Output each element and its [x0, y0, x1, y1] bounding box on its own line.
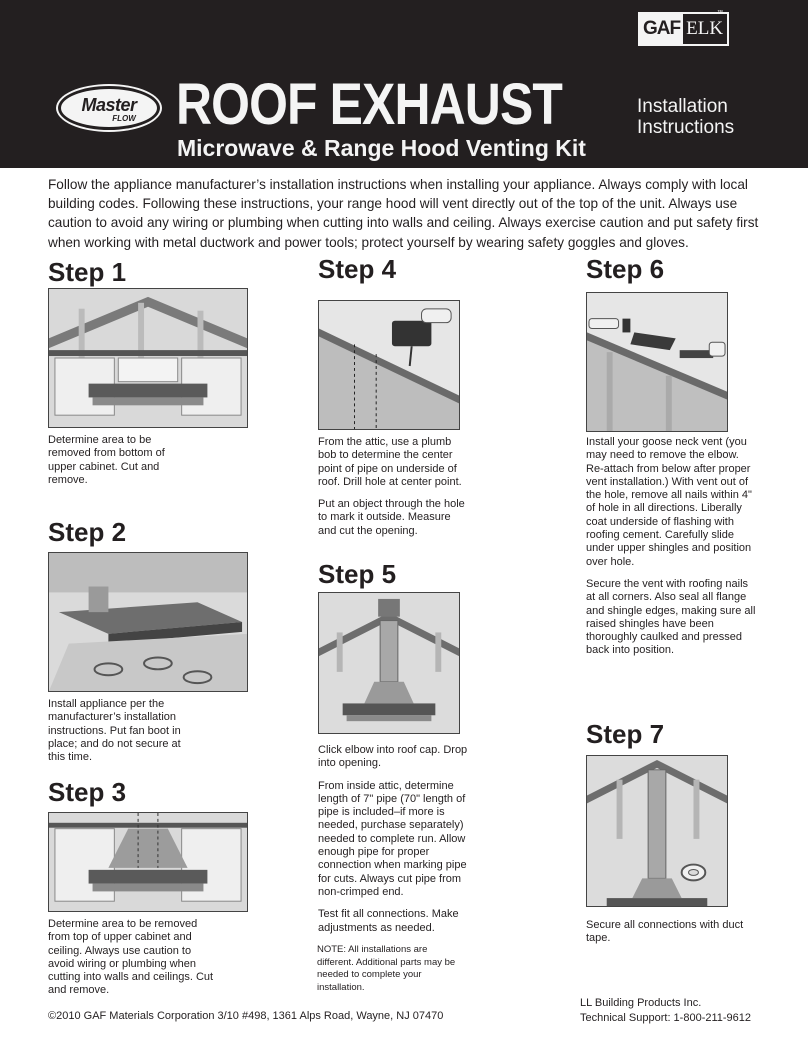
logo-elk-text: ELK [683, 14, 727, 44]
step-7-illustration [586, 755, 728, 907]
step-3-text [48, 918, 218, 998]
step-6-paragraph-1: Install your goose neck vent (you may need to remove the elbow. Re-attach from below after proper vent installation.) With vent out of the hole, remove all nails within 4" of hole in all directions. Liberally coat underside of flashing with roofing cement. Carefully slide under upper shingles and position over hole. [586, 436, 752, 568]
logo-gaf-text: GAF [640, 14, 683, 44]
doc-type-label [637, 96, 734, 138]
step-5-illustration [318, 592, 460, 734]
brand-top-text: Master [81, 95, 137, 115]
step-4-text [318, 436, 468, 538]
brand-bottom-text: FLOW [112, 114, 136, 123]
step-3-paragraph: Determine area to be removed from top of upper cabinet and ceiling. Always use caution to avoid wiring or plumbing when cutting into walls and ceilings. Cut and remove. [48, 918, 214, 997]
footer-copyright: ©2010 GAF Materials Corporation 3/10 #498, 1361 Alps Road, Wayne, NJ 07470 [48, 1010, 444, 1022]
step-6-text [586, 436, 756, 658]
step-7-text [586, 919, 746, 946]
footer-contact [580, 996, 751, 1026]
step-1-illustration [48, 288, 248, 428]
step-2-text [48, 698, 198, 764]
step-7-title: Step 7 [586, 719, 665, 749]
gaf-elk-logo [638, 12, 729, 46]
intro-paragraph: Follow the appliance manufacturer’s installation instructions when installing your appliance. Always comply with local building codes. Following these instructions, your range hood will vent directly out of the top of the unit. Always use caution to avoid any wiring or plumbing when cutting into walls and ceiling. Always exercise caution and put safety first when working with metal ductwork and power tools; protect yourself by wearing safety goggles and gloves. [48, 177, 759, 250]
masterflow-logo [58, 86, 160, 130]
step-4-illustration [318, 300, 460, 430]
step-5-text [318, 744, 468, 935]
installation-note: NOTE: All installations are different. Additional parts may be needed to complete your installation. [317, 944, 456, 993]
footer-company: LL Building Products Inc. [580, 997, 702, 1009]
step-5-paragraph-3: Test fit all connections. Make adjustments as needed. [318, 908, 459, 934]
pipe-elbow-icon [319, 593, 459, 733]
attic-drill-icon [319, 301, 459, 429]
appliance-fan-boot-icon [49, 553, 247, 691]
page-title: ROOF EXHAUST [176, 72, 562, 137]
cabinet-range-hood-icon [49, 289, 247, 427]
step-1-paragraph: Determine area to be removed from bottom of upper cabinet. Cut and remove. [48, 434, 165, 486]
duct-tape-pipe-icon [587, 756, 727, 906]
step-3-illustration [48, 812, 248, 912]
step-3-title: Step 3 [48, 777, 127, 807]
step-5-title: Step 5 [318, 559, 397, 589]
roof-vent-hammer-icon [587, 293, 727, 431]
step-7-paragraph: Secure all connections with duct tape. [586, 919, 744, 945]
step-5-paragraph-1: Click elbow into roof cap. Drop into opening. [318, 744, 468, 770]
step-4-paragraph-2: Put an object through the hole to mark it outside. Measure and cut the opening. [318, 498, 465, 537]
doc-type-line1: Installation [637, 96, 728, 117]
step-1-text [48, 434, 178, 487]
step-2-paragraph: Install appliance per the manufacturer’s installation instructions. Put fan boot in place; and do not secure at this time. [48, 698, 181, 764]
logo-trademark: ™ [717, 10, 723, 16]
step-6-paragraph-2: Secure the vent with roofing nails at all corners. Also seal all flange and shingle edges, making sure all raised shingles have been thoroughly caulked and pressed back into position. [586, 577, 756, 657]
step-2-illustration [48, 552, 248, 692]
step-1-title: Step 1 [48, 257, 127, 287]
step-6-illustration [586, 292, 728, 432]
step-2-title: Step 2 [48, 517, 127, 547]
step-6-title: Step 6 [586, 254, 665, 284]
header-banner [0, 0, 808, 168]
step-4-title: Step 4 [318, 254, 397, 284]
step-4-paragraph-1: From the attic, use a plumb bob to determine the center point of pipe on underside of roof. Drill hole at center point. [318, 436, 462, 488]
cabinet-cutout-icon [49, 813, 247, 911]
footer-support-phone: Technical Support: 1-800-211-9612 [580, 1012, 752, 1024]
doc-type-line2: Instructions [637, 117, 735, 138]
page-subtitle: Microwave & Range Hood Venting Kit [177, 135, 586, 161]
step-5-paragraph-2: From inside attic, determine length of 7" pipe (70" length of pipe is included–if more is needed, purchase separately) needed to complete run. Allow enough pipe for proper connection when marking pipe for cuts. Always cut pipe from non-crimped end. [318, 779, 467, 898]
